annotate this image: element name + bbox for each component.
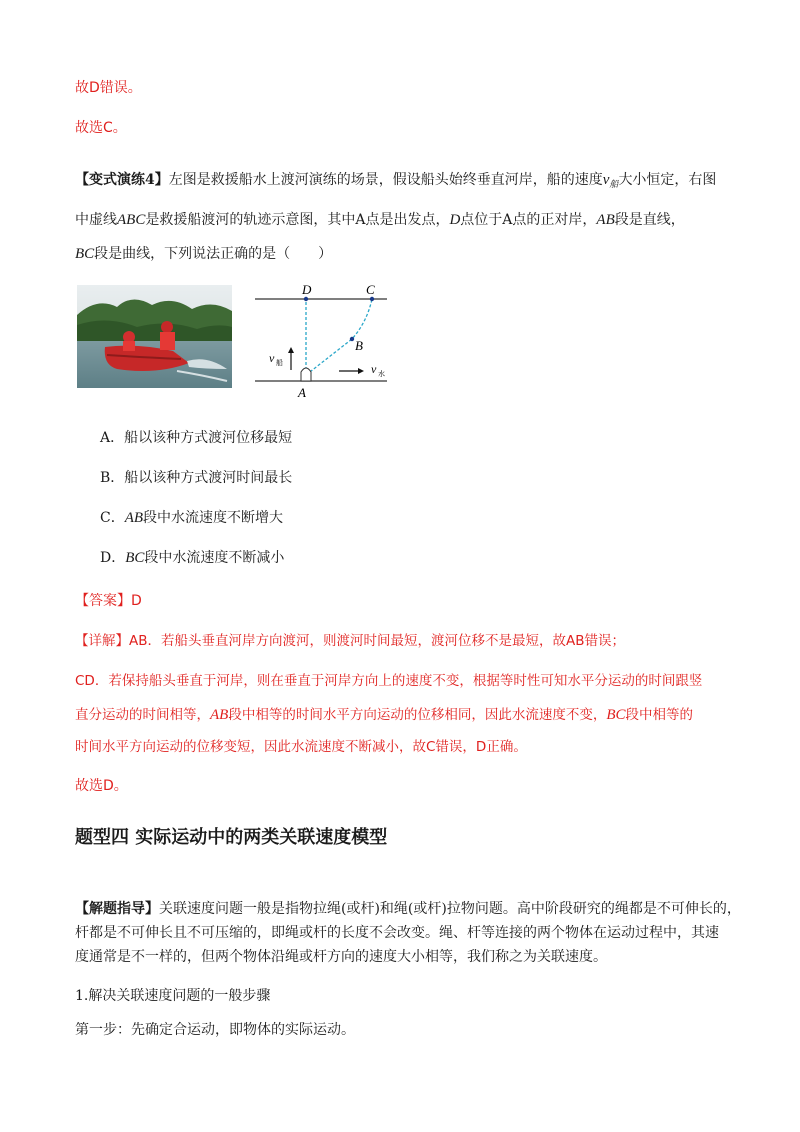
symbol-abc: ABC [117, 212, 146, 228]
v-boat-symbol: $v_船$ [602, 172, 619, 189]
label-v-boat: v [269, 351, 275, 365]
label-c: C [366, 282, 375, 297]
label-d: D [302, 282, 312, 297]
option-a: A．船以该种方式渡河位移最短 [100, 430, 293, 446]
label-b: B [355, 338, 363, 353]
guide-line-3: 度通常是不一样的，但两个物体沿绳或杆方向的速度大小相等，我们称之为关联速度。 [75, 949, 607, 965]
svg-text:船: 船 [276, 359, 283, 367]
question-line-3: BC段是曲线，下列说法正确的是（ ） [75, 246, 333, 262]
point-c [370, 297, 374, 301]
label-v-water: v [371, 362, 377, 376]
trajectory-diagram [255, 280, 400, 400]
question-text: 左图是救援船水上渡河演练的场景，假设船头始终垂直河岸，船的速度 [168, 172, 603, 188]
question-tag: 【变式演练4】 [75, 172, 169, 188]
steps-title: 1.解决关联速度问题的一般步骤 [75, 988, 271, 1004]
guide-line-2: 杆都是不可伸长且不可压缩的，即绳或杆的长度不会改变。绳、杆等连接的两个物体在运动过程中，其速 [75, 925, 719, 941]
option-d: D．BC段中水流速度不断减小 [100, 550, 285, 566]
option-b: B．船以该种方式渡河时间最长 [100, 470, 293, 486]
rescue-boat-photo [77, 285, 232, 388]
prev-conclusion: 故D错误。 [75, 80, 142, 96]
symbol-bc: BC [75, 246, 95, 262]
answer-final: 故选D。 [75, 778, 128, 794]
prev-final-choice: 故选C。 [75, 120, 127, 136]
point-b [350, 337, 354, 341]
path-abc [306, 299, 372, 375]
label-a: A [298, 385, 306, 400]
answer-detail-1: 【详解】AB．若船头垂直河岸方向渡河，则渡河时间最短，渡河位移不是最短，故AB错误； [75, 633, 625, 649]
section-title: 题型四 实际运动中的两类关联速度模型 [75, 827, 388, 848]
question-line-2: 中虚线ABC是救援船渡河的轨迹示意图，其中A点是出发点，D点位于A点的正对岸，AB段是直线， [75, 212, 685, 228]
option-c: C．AB段中水流速度不断增大 [100, 510, 284, 526]
point-d [304, 297, 308, 301]
svg-text:水: 水 [378, 370, 385, 378]
symbol-ab: AB [596, 212, 615, 228]
answer-detail-3: 直分运动的时间相等，AB段中相等的时间水平方向运动的位移相同，因此水流速度不变，BC段中相等的 [75, 707, 693, 723]
boat-icon [301, 368, 311, 381]
answer-detail-4: 时间水平方向运动的位移变短，因此水流速度不断减小，故C错误，D正确。 [75, 739, 527, 755]
symbol-d: D [449, 212, 461, 228]
answer-label: 【答案】D [75, 593, 142, 609]
question-line-1: 【变式演练4】左图是救援船水上渡河演练的场景，假设船头始终垂直河岸，船的速度$v_船$大小恒定，右图 [75, 172, 717, 189]
step-1: 第一步：先确定合运动，即物体的实际运动。 [75, 1022, 355, 1038]
answer-detail-2: CD．若保持船头垂直于河岸，则在垂直于河岸方向上的速度不变，根据等时性可知水平分运动的时间跟竖 [75, 673, 703, 689]
guide-tag: 【解题指导】 [75, 901, 159, 917]
guide-line-1: 【解题指导】关联速度问题一般是指物拉绳(或杆)和绳(或杆)拉物问题。高中阶段研究的绳都是不可伸长的， [75, 901, 741, 917]
